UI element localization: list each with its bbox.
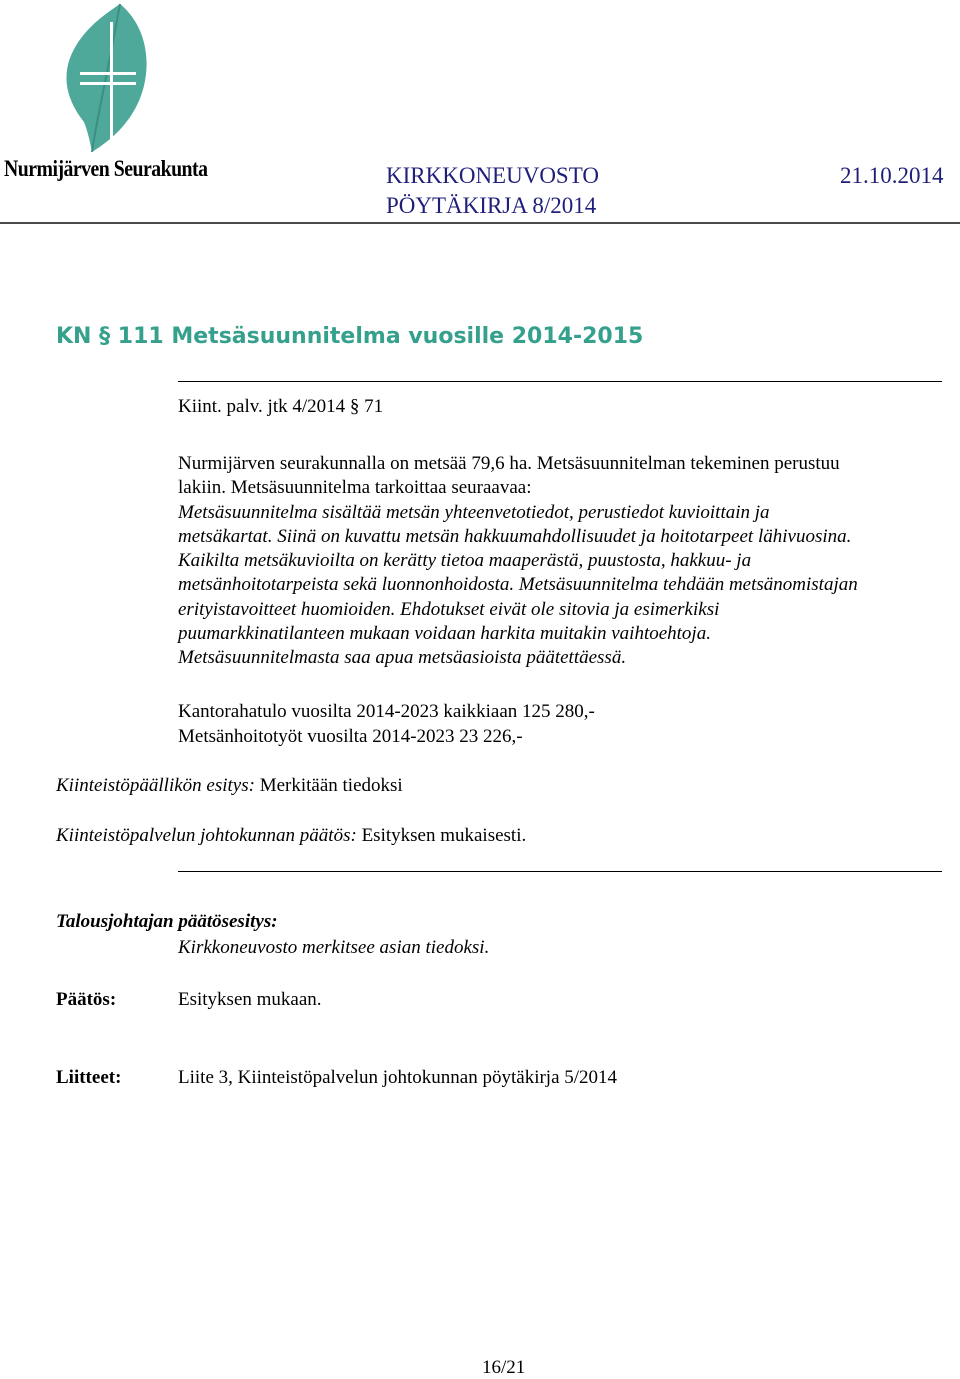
finance-proposal-text: Kirkkoneuvosto merkitsee asian tiedoksi.	[178, 937, 490, 958]
church-logo-icon	[62, 2, 152, 158]
body-name: KIRKKONEUVOSTO	[386, 163, 599, 188]
italic-line: Metsäsuunnitelmasta saa apua metsäasioista päätettäessä.	[178, 647, 627, 669]
decision-label: Päätös:	[56, 989, 117, 1010]
property-manager-proposal	[56, 775, 403, 797]
intro-line: lakiin. Metsäsuunnitelma tarkoittaa seuraavaa:	[178, 477, 532, 499]
board-decision	[56, 825, 526, 847]
italic-line: erityistavoitteet huomioiden. Ehdotukset eivät ole sitovia ja esimerkiksi	[178, 598, 720, 620]
board-label: Kiinteistöpalvelun johtokunnan päätös:	[56, 825, 357, 846]
intro-line: Nurmijärven seurakunnalla on metsää 79,6 ha. Metsäsuunnitelman tekeminen perustuu	[178, 453, 840, 474]
attachments-label: Liitteet:	[56, 1067, 122, 1088]
organization-name: Nurmijärven Seurakunta	[4, 156, 208, 181]
italic-line: metsänhoitotarpeista sekä luonnonhoidosta. Metsäsuunnitelma tehdään metsänomistajan	[178, 574, 858, 596]
section-divider	[178, 381, 942, 382]
page-number: 16/21	[482, 1357, 526, 1378]
board-text: Esityksen mukaisesti.	[361, 825, 527, 846]
italic-line: puumarkkinatilanteen mukaan voidaan harkita muitakin vaihtoehtoja.	[178, 623, 711, 645]
decision-text: Esityksen mukaan.	[178, 989, 322, 1010]
attachments-text: Liite 3, Kiinteistöpalvelun johtokunnan pöytäkirja 5/2014	[178, 1067, 618, 1088]
income-line: Kantorahatulo vuosilta 2014-2023 kaikkiaan 125 280,-	[178, 701, 595, 722]
italic-line: Kaikilta metsäkuvioilta on kerätty tietoa maaperästä, puustosta, hakkuu- ja	[178, 550, 752, 572]
minutes-number: PÖYTÄKIRJA 8/2014	[386, 193, 597, 218]
italic-line: Metsäsuunnitelma sisältää metsän yhteenvetotiedot, perustiedot kuvioittain ja	[178, 501, 770, 523]
proposal-divider	[178, 871, 942, 872]
property-manager-label: Kiinteistöpäällikön esitys:	[56, 775, 255, 796]
section-title: KN § 111 Metsäsuunnitelma vuosille 2014-2015	[56, 324, 644, 349]
finance-proposal-label: Talousjohtajan päätösesitys:	[56, 911, 278, 932]
italic-line: metsäkartat. Siinä on kuvattu metsän hakkuumahdollisuudet ja hoitotarpeet lähivuosina.	[178, 525, 852, 547]
header-divider	[0, 222, 960, 224]
reference-line: Kiint. palv. jtk 4/2014 § 71	[178, 396, 384, 417]
description-block	[178, 452, 948, 671]
costs-line: Metsänhoitotyöt vuosilta 2014-2023 23 226,-	[178, 726, 523, 747]
meeting-date: 21.10.2014	[840, 163, 944, 188]
property-manager-text: Merkitään tiedoksi	[259, 775, 403, 796]
